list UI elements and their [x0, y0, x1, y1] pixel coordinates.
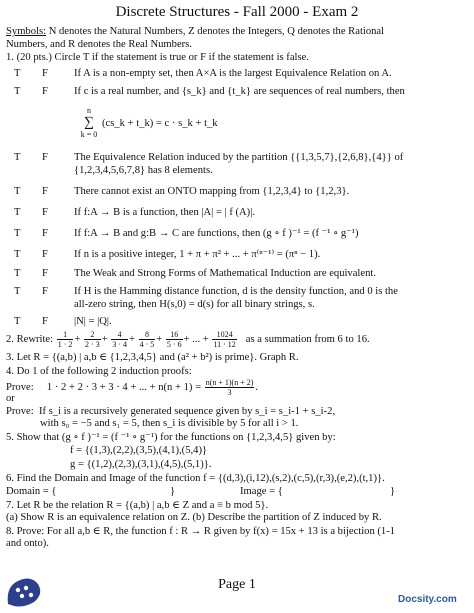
question-4-prove-2 — [6, 406, 335, 418]
q2-frac-1: $\frac{1}{1 \cdot 2}$ — [57, 330, 73, 349]
question-6-domain: Domain = { — [6, 486, 57, 497]
tf-true-2[interactable]: T — [14, 86, 21, 97]
tf-false-8[interactable]: F — [42, 268, 48, 279]
question-2: 2. Rewrite: $\frac{1}{1 \cdot 2}$ + $\frac{2}{2 \cdot 3}$ + $\frac{4}{3 \cdot 4}$ + $\frac{8}{4 \cdot 5}$ + $\frac{16}{5 \cdot 6}$ + ... + $\frac{1024}{11 \cdot 12}$ as a summation from 6 to 16. — [6, 330, 370, 349]
symbols-line-2: Numbers, and R denotes the Real Numbers. — [6, 39, 192, 50]
sigma-1: n ∑ k = 0 — [80, 106, 98, 139]
q2-frac-4: $\frac{8}{4 \cdot 5}$ — [139, 330, 155, 349]
tf-true-6[interactable]: T — [14, 228, 21, 239]
tf-false-1[interactable]: F — [42, 68, 48, 79]
statement-1: If A is a non-empty set, then A×A is the largest Equivalence Relation on A. — [74, 68, 392, 79]
question-4-prove-2-line-2: with s₀ = −5 and s₁ = 5, then s_i is divisible by 5 for all i > 1. — [40, 418, 299, 429]
tf-false-6[interactable]: F — [42, 228, 48, 239]
docsity-logo-icon — [4, 574, 44, 610]
question-3: 3. Let R = {(a,b) | a,b ∈ {1,2,3,4,5} and (a² + b²) is prime}. Graph R. — [6, 352, 299, 363]
tf-true-1[interactable]: T — [14, 68, 21, 79]
statement-7: If n is a positive integer, 1 + π + π² + ... + π⁽ⁿ⁻¹⁾ = (πⁿ − 1). — [74, 249, 321, 260]
tf-false-9[interactable]: F — [42, 286, 48, 297]
q4-prove-1-fraction: $\frac{n(n + 1)(n + 2)}{3}$ — [205, 378, 254, 397]
q4-prove-label: Prove: — [6, 381, 34, 393]
question-6-line-1: 6. Find the Domain and Image of the function f = {(d,3),(i,12),(s,2),(c,5),(r,3),(e,2),(t,1)}. — [6, 473, 385, 484]
statement-10: |N| = |Q|. — [74, 316, 112, 327]
question-8-line-1: 8. Prove: For all a,b ∈ R, the function f : R → R given by f(x) = 15x + 13 is a bijection (1-1 — [6, 526, 396, 537]
q2-label: 2. Rewrite: — [6, 333, 54, 345]
docsity-watermark: Docsity.com — [398, 594, 457, 605]
tf-true-3[interactable]: T — [14, 152, 21, 163]
statement-2-formula: (cs_k + t_k) = c · s_k + t_k — [102, 118, 218, 129]
q4-prove-1-text: 1 · 2 + 2 · 3 + 3 · 4 + ... + n(n + 1) = — [46, 381, 202, 393]
question-5-line-1: 5. Show that (g ∘ f )⁻¹ = (f ⁻¹ ∘ g⁻¹) for the functions on {1,2,3,4,5} given by: — [6, 432, 336, 443]
tf-true-8[interactable]: T — [14, 268, 21, 279]
tf-false-10[interactable]: F — [42, 316, 48, 327]
q2-frac-6: $\frac{1024}{11 \cdot 12}$ — [213, 330, 236, 349]
question-6-image: Image = { — [240, 486, 283, 497]
tf-false-4[interactable]: F — [42, 186, 48, 197]
statement-9: If H is the Hamming distance function, d is the density function, and 0 is the — [74, 286, 398, 297]
statement-2: If c is a real number, and {s_k} and {t_k} are sequences of real numbers, then — [74, 86, 405, 97]
q4-prove-2-label: Prove: — [6, 406, 34, 417]
question-4-or: or — [6, 393, 15, 404]
tf-false-7[interactable]: F — [42, 249, 48, 260]
tf-true-9[interactable]: T — [14, 286, 21, 297]
symbols-line-1 — [6, 26, 384, 38]
question-8-line-2: and onto). — [6, 538, 49, 549]
question-7-line-2: (a) Show R is an equivalence relation on Z. (b) Describe the partition of Z induced by R. — [6, 512, 382, 523]
statement-3-line-2: {1,2,3,4,5,6,7,8} has 8 elements. — [74, 165, 213, 176]
question-6-image-close: } — [390, 486, 396, 497]
statement-3: The Equivalence Relation induced by the partition {{1,3,5,7},{2,6,8},{4}} of — [74, 152, 404, 163]
tf-true-5[interactable]: T — [14, 207, 21, 218]
q2-frac-2: $\frac{2}{2 \cdot 3}$ — [85, 330, 100, 349]
statement-5: If f:A → B is a function, then |A| = | f (A)|. — [74, 207, 255, 218]
tf-true-10[interactable]: T — [14, 316, 21, 327]
tf-true-4[interactable]: T — [14, 186, 21, 197]
q2-frac-5: $\frac{16}{5 \cdot 6}$ — [166, 330, 182, 349]
question-6-domain-close: } — [170, 486, 176, 497]
q4-prove-2-text: If s_i is a recursively generated sequence given by s_i = s_i-1 + s_i-2, — [38, 406, 336, 417]
q2-tail: as a summation from 6 to 16. — [245, 333, 370, 345]
q2-frac-3: $\frac{4}{3 \cdot 4}$ — [112, 330, 127, 349]
tf-false-5[interactable]: F — [42, 207, 48, 218]
statement-6: If f:A → B and g:B → C are functions, then (g ∘ f )⁻¹ = (f ⁻¹ ∘ g⁻¹) — [74, 228, 359, 239]
tf-false-2[interactable]: F — [42, 86, 48, 97]
statement-9-line-2: all-zero string, then H(s,0) = d(s) for all binary strings, s. — [74, 299, 315, 310]
page-number: Page 1 — [218, 577, 256, 592]
page-title: Discrete Structures - Fall 2000 - Exam 2 — [115, 4, 359, 20]
tf-false-3[interactable]: F — [42, 152, 48, 163]
question-5-g: g = {(1,2),(2,3),(3,1),(4,5),(5,1)}. — [70, 459, 212, 470]
statement-4: There cannot exist an ONTO mapping from {1,2,3,4} to {1,2,3}. — [74, 186, 350, 197]
symbols-label: Symbols: — [6, 26, 47, 37]
question-7-line-1: 7. Let R be the relation R = {(a,b) | a,b ∈ Z and a ≡ b mod 5}. — [6, 500, 269, 511]
symbols-text: N denotes the Natural Numbers, Z denotes the Integers, Q denotes the Rational — [46, 26, 385, 37]
question-4-prove-1: Prove: 1 · 2 + 2 · 3 + 3 · 4 + ... + n(n + 1) = $\frac{n(n + 1)(n + 2)}{3}$ . — [6, 378, 259, 397]
question-4-line-1: 4. Do 1 of the following 2 induction proofs: — [6, 366, 192, 377]
section-1-heading: 1. (20 pts.) Circle T if the statement is true or F if the statement is false. — [6, 52, 309, 63]
statement-8: The Weak and Strong Forms of Mathematical Induction are equivalent. — [74, 268, 376, 279]
question-5-f: f = {(1,3),(2,2),(3,5),(4,1),(5,4)} — [70, 445, 208, 456]
tf-true-7[interactable]: T — [14, 249, 21, 260]
